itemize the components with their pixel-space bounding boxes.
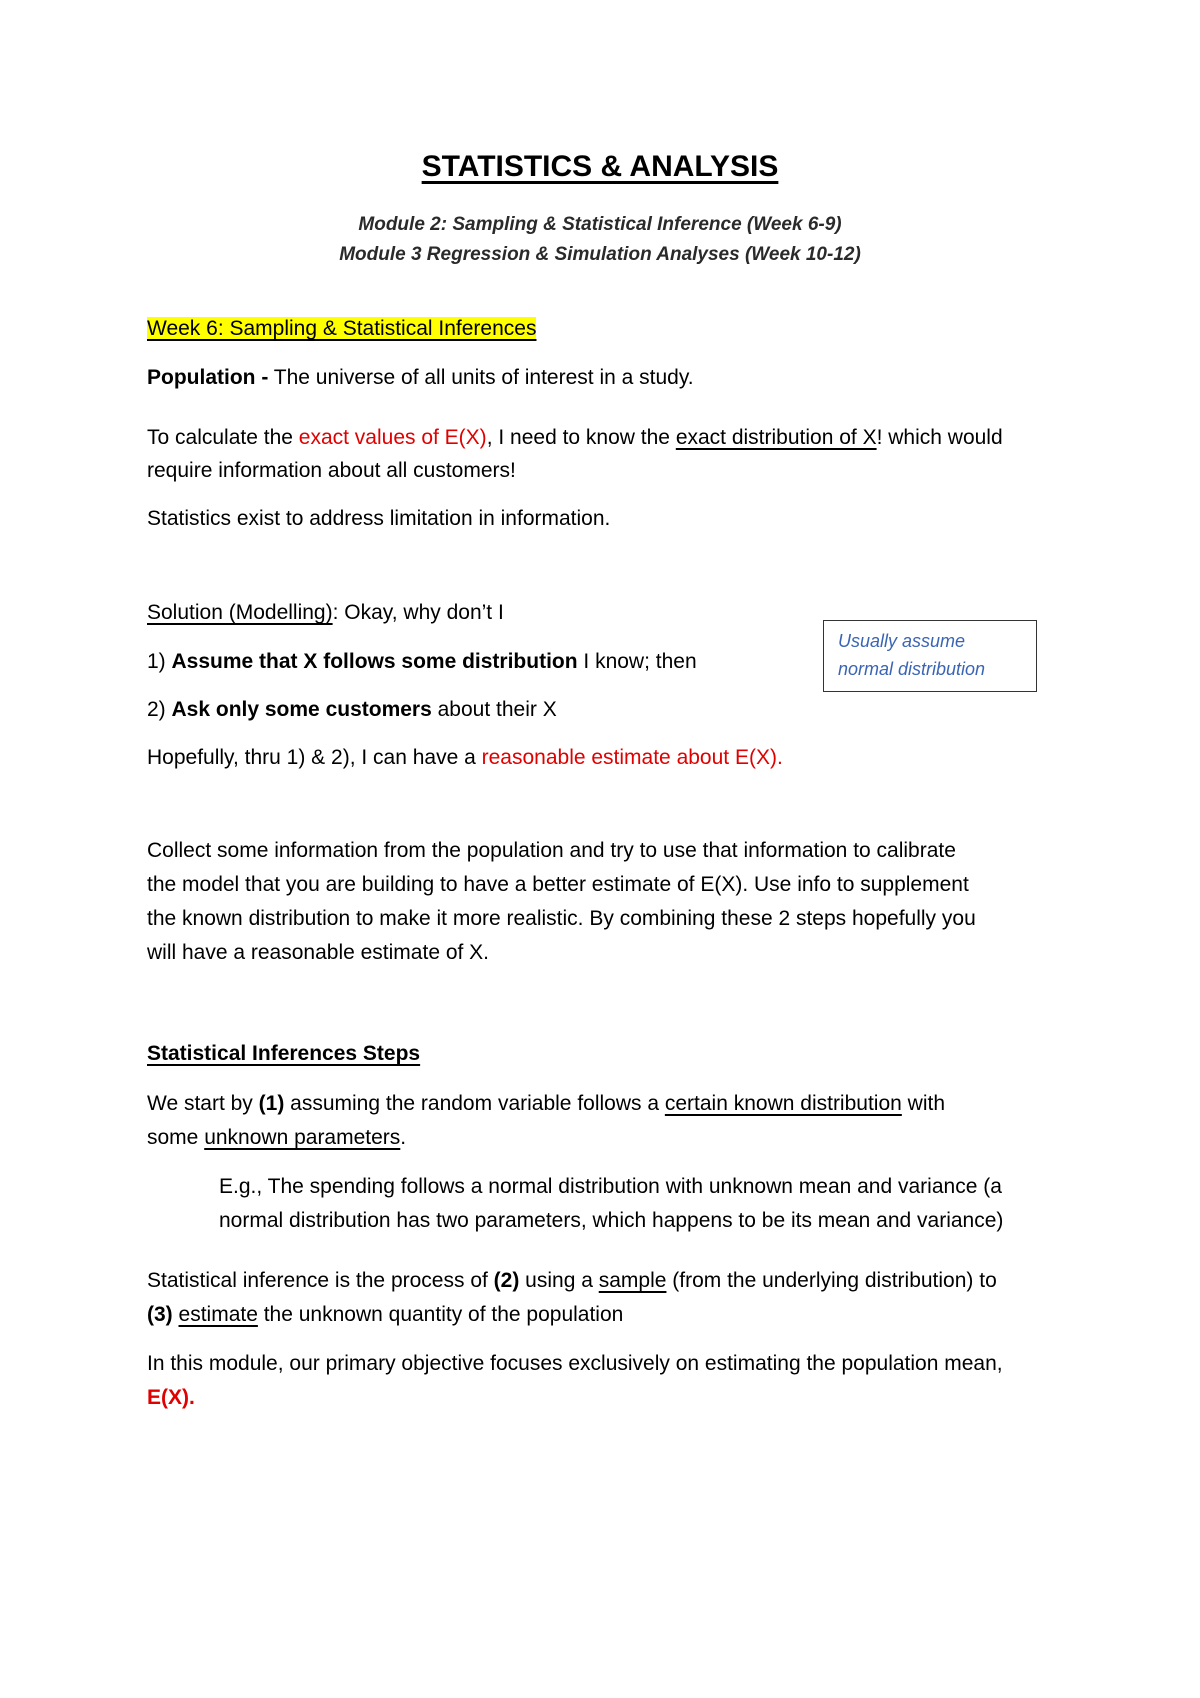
- collect-line-3: the known distribution to make it more realistic. By combining these 2 steps hopefully you: [147, 907, 976, 930]
- hope-text: Hopefully, thru 1) & 2), I can have a: [147, 746, 482, 769]
- note-box: [823, 620, 1037, 692]
- steps-text-4: some: [147, 1126, 205, 1149]
- steps-heading: Statistical Inferences Steps: [147, 1042, 421, 1065]
- solution-step-2: [147, 693, 557, 727]
- step-1-rest: I know; then: [577, 650, 697, 673]
- solution-line: [147, 596, 504, 630]
- collect-line-1: Collect some information from the population and try to use that information to calibrate: [147, 839, 956, 862]
- note-line-1: Usually assume: [838, 631, 966, 651]
- population-definition: [147, 361, 694, 395]
- solution-step-1: [147, 645, 697, 679]
- step-1-number: 1): [147, 650, 172, 673]
- week6-heading: Week 6: Sampling & Statistical Inferences: [147, 317, 537, 340]
- inference-line-2: [147, 1298, 623, 1332]
- module-3-subtitle: Module 3 Regression & Simulation Analyses (Week 10-12): [339, 244, 861, 265]
- solution-label: Solution (Modelling): [147, 601, 333, 624]
- calc-text-3: ! which would: [876, 426, 1003, 449]
- step-2-bold: Ask only some customers: [171, 698, 432, 721]
- known-distribution-text: certain known distribution: [664, 1092, 902, 1115]
- step-3-marker: (3): [147, 1303, 173, 1326]
- inference-text-2: using a: [519, 1269, 599, 1292]
- inference-text-3: (from the underlying distribution) to: [666, 1269, 997, 1292]
- calc-text-1: To calculate the: [147, 426, 299, 449]
- step-2-marker: (2): [493, 1269, 520, 1292]
- module-objective-line-2: E(X).: [147, 1386, 195, 1409]
- calc-underlined-text: exact distribution of X: [675, 426, 877, 449]
- unknown-parameters-text: unknown parameters: [204, 1126, 401, 1149]
- stats-exist-line: Statistics exist to address limitation in information.: [147, 507, 611, 530]
- solution-rest: : Okay, why don’t I: [332, 601, 504, 624]
- step-1-bold: Assume that X follows some distribution: [171, 650, 578, 673]
- collect-line-4: will have a reasonable estimate of X.: [147, 941, 490, 964]
- hopefully-line: [147, 741, 783, 775]
- document-title: STATISTICS & ANALYSIS: [421, 150, 779, 183]
- module-objective-line-1: In this module, our primary objective focuses exclusively on estimating the population mean,: [147, 1352, 1003, 1375]
- steps-text-1: We start by: [147, 1092, 259, 1115]
- sample-text: sample: [598, 1269, 667, 1292]
- calc-line-2: require information about all customers!: [147, 459, 516, 482]
- steps-text-2: assuming the random variable follows a: [284, 1092, 665, 1115]
- steps-line-2: [147, 1121, 406, 1155]
- steps-line-1: [147, 1087, 945, 1121]
- estimate-text: estimate: [178, 1303, 258, 1326]
- population-def: The universe of all units of interest in a study.: [268, 366, 694, 389]
- week6-heading-line: [147, 312, 536, 346]
- inference-line-1: [147, 1264, 997, 1298]
- step-1-marker: (1): [258, 1092, 285, 1115]
- steps-text-3: with: [901, 1092, 946, 1115]
- note-line-2: normal distribution: [838, 659, 986, 679]
- population-term: Population -: [147, 366, 269, 389]
- collect-line-2: the model that you are building to have a better estimate of E(X). Use info to supplement: [147, 873, 969, 896]
- step-2-number: 2): [147, 698, 172, 721]
- hope-red-text: reasonable estimate about E(X).: [481, 746, 783, 769]
- steps-text-5: .: [400, 1126, 407, 1149]
- calc-line-1: [147, 421, 1003, 455]
- calc-red-text: exact values of E(X): [298, 426, 487, 449]
- inference-text-5: the unknown quantity of the population: [257, 1303, 624, 1326]
- step-2-rest: about their X: [431, 698, 557, 721]
- inference-text-1: Statistical inference is the process of: [147, 1269, 494, 1292]
- module-2-subtitle: Module 2: Sampling & Statistical Inference (Week 6-9): [358, 214, 842, 235]
- example-line-2: normal distribution has two parameters, which happens to be its mean and variance): [219, 1209, 1004, 1232]
- calc-text-2: , I need to know the: [486, 426, 676, 449]
- example-line-1: E.g., The spending follows a normal distribution with unknown mean and variance (a: [219, 1175, 1002, 1198]
